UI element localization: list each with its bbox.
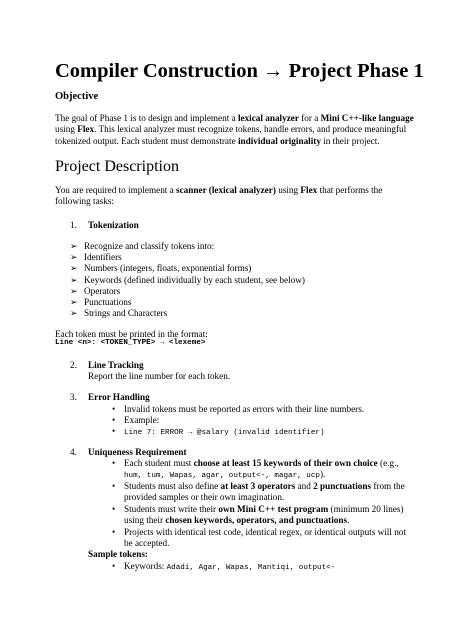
- sample-keywords: • Keywords: Adadi, Agar, Wapas, Mantiqi, output<-: [112, 561, 336, 572]
- bullet-icon: •: [112, 426, 116, 436]
- uniqueness-item-3: • Students must write their own Mini C++ test program (minimum 20 lines) using their chosen keywords, operators, and punctuations.: [112, 504, 404, 525]
- format-text: Each token must be printed in the format:: [55, 329, 208, 339]
- bullet-icon: •: [112, 481, 116, 491]
- arrow-bullet-icon: ➢: [70, 308, 78, 319]
- description-paragraph: You are required to implement a scanner (lexical analyzer) using Flex that performs the following tasks:: [55, 185, 383, 207]
- bullet-icon: •: [112, 404, 116, 414]
- tokenization-item: ➢ Strings and Characters: [70, 308, 168, 319]
- bullet-icon: •: [112, 415, 116, 425]
- tokenization-item: ➢ Keywords (defined individually by each student, see below): [70, 274, 305, 285]
- uniqueness-heading: 4. Uniqueness Requirement: [70, 447, 187, 457]
- line-tracking-heading: 2. Line Tracking: [70, 360, 144, 370]
- error-item-1: • Invalid tokens must be reported as errors with their line numbers.: [112, 404, 365, 414]
- bullet-icon: •: [112, 504, 116, 514]
- page-title: Compiler Construction → Project Phase 1: [55, 60, 424, 82]
- sample-tokens-heading: Sample tokens:: [88, 549, 148, 559]
- error-item-3: • Line 7: ERROR → @salary (invalid identifier): [112, 426, 325, 437]
- tokenization-item: ➢ Identifiers: [70, 252, 122, 263]
- uniqueness-item-2: • Students must also define at least 3 operators and 2 punctuations from the provided samples or their own imagination.: [112, 481, 405, 502]
- format-code: Line <n>: <TOKEN_TYPE> → <lexeme>: [55, 339, 206, 347]
- tokenization-item: ➢ Numbers (integers, floats, exponential forms): [70, 263, 252, 274]
- arrow-bullet-icon: ➢: [70, 252, 78, 263]
- error-handling-heading: 3. Error Handling: [70, 392, 150, 402]
- bullet-icon: •: [112, 527, 116, 537]
- arrow-bullet-icon: ➢: [70, 241, 78, 251]
- arrow-bullet-icon: ➢: [70, 297, 78, 307]
- tokenization-item: ➢ Operators: [70, 285, 121, 296]
- error-item-2: • Example:: [112, 415, 160, 425]
- objective-heading: Objective: [55, 91, 99, 102]
- uniqueness-item-1: • Each student must choose at least 15 keywords of their own choice (e.g., hum, tum, Wapas, agar, output<-, magar, ucp).: [112, 458, 399, 480]
- uniqueness-item-4: • Projects with identical test code, identical regex, or identical outputs will not be accepted.: [112, 527, 406, 548]
- arrow-bullet-icon: ➢: [70, 263, 78, 274]
- arrow-bullet-icon: ➢: [70, 274, 78, 285]
- tokenization-item: ➢ Punctuations: [70, 297, 132, 307]
- tokenization-heading: 1. Tokenization: [70, 220, 139, 230]
- section-heading-description: Project Description: [55, 158, 179, 175]
- bullet-icon: •: [112, 458, 116, 468]
- line-tracking-text: Report the line number for each token.: [88, 371, 231, 381]
- objective-paragraph: The goal of Phase 1 is to design and implement a lexical analyzer for a Mini C++-like language using Flex. This lexical analyzer must recognize tokens, handle errors, and produce meaningful tokenized output. Each student must demonstrate individual originality in their project.: [55, 113, 414, 146]
- tokenization-item: ➢ Recognize and classify tokens into:: [70, 241, 215, 251]
- arrow-bullet-icon: ➢: [70, 285, 78, 296]
- bullet-icon: •: [112, 561, 116, 571]
